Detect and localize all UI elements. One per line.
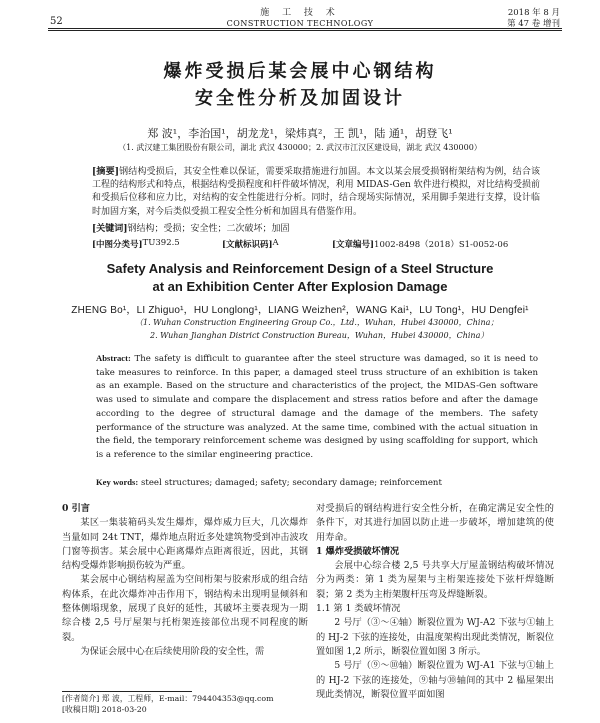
keywords-en-text: steel structures; damaged; safety; secondary damage; reinforcement [140,478,442,488]
abstract-en-text: The safety is difficult to guarantee after the steel structure was damaged, so it is need to take measures to reinforce. In this paper, a damaged steel truss structure of an exhibition is taken as an example. Based on the structure and characteristics of the project, the MIDAS-Gen software was used to simulate and compare the displacement and stress ratios before and after the damage according to the degree of structural damage and the damage of the members. The safety performance of the structure was analyzed. At the same time, combined with the actual situation in the field, the temporary reinforcement scheme was designed by using scaffolding for support, which is a reference to the similar engineering practice. [96,354,539,460]
keywords-en [96,476,538,491]
page-number: 52 [50,16,63,27]
intro-paragraph-3: 为保证会展中心在后续使用阶段的安全性，需 [80,645,265,657]
footnote-received [62,705,308,715]
article-label: [文章编号] [332,240,375,250]
title-cn-line-2: 安全性分析及加固设计 [195,88,405,109]
affiliation-en-line-1: （1. Wuhan Construction Engineering Group Co.，Ltd.，Wuhan，Hubei 430000，China； [135,318,499,327]
authors-cn: 郑 波¹，李治国¹，胡龙龙¹，梁炜真²，王 凯¹，陆 通¹，胡登飞¹ [147,127,453,140]
footnote-author-label: [作者简介] [62,694,100,703]
section-0-heading: 0 引言 [62,503,90,514]
footnote-received-text: 2018-03-20 [101,705,147,714]
header-rule-thin [48,30,562,31]
classification-row [92,238,552,250]
footnote-author-text: 郑 波，工程师，E-mail：794404353@qq.com [101,694,274,703]
affiliation-cn: （1. 武汉建工集团股份有限公司，湖北 武汉 430000；2. 武汉市江汉区建设局，湖北 武汉 430000） [118,143,482,152]
issue-volume: 第 47 卷 增刊 [507,19,560,29]
intro-paragraph-1: 某区一集装箱码头发生爆炸，爆炸威力巨大，几次爆炸当量如同 24t TNT，爆炸地点附近多处建筑物受到冲击波攻门窗等损害。某会展中心距离爆炸点距离很近，因此，其钢结构受爆炸影响损伤较为严重。 [62,517,308,572]
body-left-column [62,502,308,659]
authors-en: ZHENG Bo¹，LI Zhiguo¹，HU Longlong¹，LIANG Weizhen²，WANG Kai¹，LU Tong¹，HU Dengfei¹ [71,305,529,316]
footnote-rule [62,691,192,692]
section-1-1-paragraph-2: 5 号厅（⑨～⑩轴）断裂位置为 WJ-A1 下弦与①轴上的 HJ-2 下弦的连接处，⑨轴与⑩轴间的其中 2 榀屋架出现此类情况，断裂位置平面如图 [316,660,554,700]
keywords-en-label: Key words: [96,477,139,487]
article-value: 1002-8498（2018）S1-0052-06 [374,240,509,250]
section-1-heading: 1 爆炸受损破坏情况 [316,545,400,557]
abstract-en-label: Abstract: [96,353,131,363]
abstract-en [96,352,538,463]
abstract-cn [92,166,540,219]
intro-paragraph-2: 某会展中心钢结构屋盖为空间桁架与胶索形成的组合结构体系，在此次爆炸冲击作用下，钢结构未出现明显倾斜和整体侧塌现象，展现了良好的延性，其破坏主要表现为一期综合楼 2,5 号厅屋架与托桁架连接部位出现不同程度的断裂。 [62,574,308,643]
clc-label: [中图分类号] [92,240,143,250]
footnote-author [62,694,308,704]
issue-info [507,8,560,30]
issue-date: 2018 年 8 月 [507,8,560,18]
section-1-paragraph: 会展中心综合楼 2,5 号共享大厅屋盖钢结构破坏情况分为两类：第 1 类为屋架与主桁架连接处下弦杆焊缝断裂；第 2 类为主桁架腹杆压弯及焊缝断裂。 [316,560,554,600]
affiliation-en-line-2: 2. Wuhan Jianghan District Construction Bureau，Wuhan，Hubei 430000，China） [150,331,489,340]
section-1-1-heading: 1.1 第 1 类破坏情况 [316,603,401,615]
body-right-column [316,502,554,702]
abstract-cn-text: 钢结构受损后，其安全性难以保证，需要采取措施进行加固。本文以某会展受损钢桁架结构为例，结合该工程的结构形式和特点，根据结构受损程度和杆件破坏情况，利用 MIDAS-Gen 软件进行模拟，对比结构受损前和受损后位移和应力比，对结构的安全性能进行分析。同时，结合现场实际情况，采用脚手架进行支撑，设计临时加固方案，对今后类似受损工程安全性分析和加固具有借鉴作用。 [92,167,540,217]
title-en-line-2: at an Exhibition Center After Explosion Damage [152,279,448,294]
journal-name-en: CONSTRUCTION TECHNOLOGY [226,19,374,28]
abstract-cn-label: [摘要] [92,167,119,177]
footnote-received-label: [收稿日期] [62,705,100,714]
title-en-line-1: Safety Analysis and Reinforcement Design of a Steel Structure [106,261,494,276]
intro-continuation: 对受损后的钢结构进行安全性分析，在确定满足安全性的条件下，对其进行加固以防止进一步破坏，增加建筑的使用寿命。 [316,503,554,543]
section-1-1-paragraph-1: 2 号厅（③～④轴）断裂位置为 WJ-A2 下弦与①轴上的 HJ-2 下弦的连接处，由温度架构出现此类情况，断裂位置如图 1,2 所示，断裂位置如图 3 所示。 [316,617,554,657]
doc-value: A [272,238,279,248]
journal-name-cn: 施 工 技 术 [260,8,340,18]
keywords-cn-label: [关键词] [92,224,128,234]
header-rule [48,28,562,29]
keywords-cn-text: 钢结构；受损；安全性；二次破坏；加固 [127,224,290,234]
doc-label: [文献标识码] [222,240,273,250]
title-cn-line-1: 爆炸受损后某会展中心钢结构 [163,61,437,82]
keywords-cn [92,223,540,236]
clc-value: TU392.5 [142,238,180,248]
